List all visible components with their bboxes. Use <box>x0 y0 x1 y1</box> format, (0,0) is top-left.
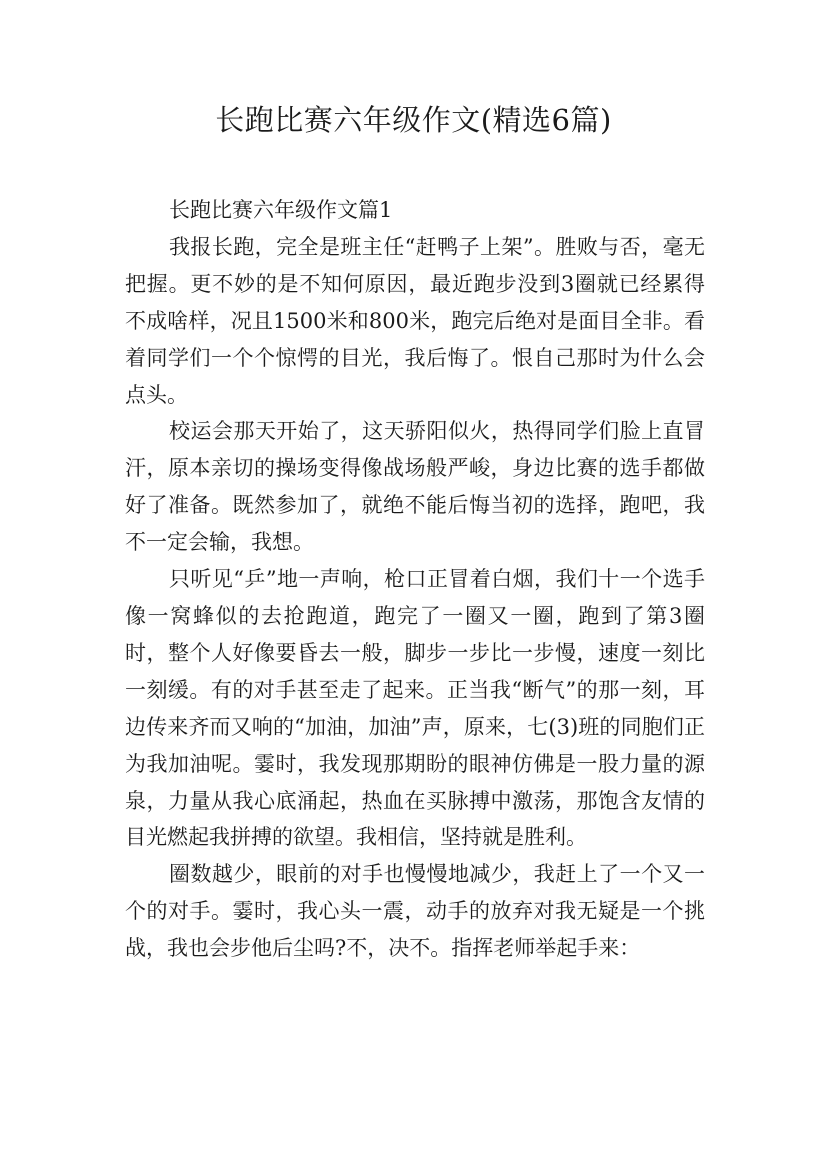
paragraph-3: 只听见“乒”地一声响，枪口正冒着白烟，我们十一个选手像一窝蜂似的去抢跑道，跑完了一圈又一圈，跑到了第3圈时，整个人好像要昏去一般，脚步一步比一步慢，速度一刻比一刻缓。有的对手甚至走了起来。正当我“断气”的那一刻，耳边传来齐而又响的“加油，加油”声，原来，七(3)班的同胞们正为我加油呢。霎时，我发现那期盼的眼神仿佛是一股力量的源泉，力量从我心底涌起，热血在买脉搏中激荡，那饱含友情的目光燃起我拼搏的欲望。我相信，坚持就是胜利。 <box>125 567 705 850</box>
section-heading: 长跑比赛六年级作文篇1 <box>169 198 393 222</box>
document-title: 长跑比赛六年级作文(精选6篇) <box>215 103 612 137</box>
document-body <box>125 192 705 967</box>
paragraph-4: 圈数越少，眼前的对手也慢慢地减少，我赶上了一个又一个的对手。霎时，我心头一震，动手的放弃对我无疑是一个挑战，我也会步他后尘吗?不，决不。指挥老师举起手来： <box>125 862 705 961</box>
paragraph-2: 校运会那天开始了，这天骄阳似火，热得同学们脸上直冒汗，原本亲切的操场变得像战场般严峻，身边比赛的选手都做好了准备。既然参加了，就绝不能后悔当初的选择，跑吧，我不一定会输，我想。 <box>125 419 705 555</box>
paragraph-1: 我报长跑，完全是班主任“赶鸭子上架”。胜败与否，毫无把握。更不妙的是不知何原因，最近跑步没到3圈就已经累得不成啥样，况且1500米和800米，跑完后绝对是面目全非。看着同学们一个个惊愕的目光，我后悔了。恨自己那时为什么会点头。 <box>125 234 705 407</box>
